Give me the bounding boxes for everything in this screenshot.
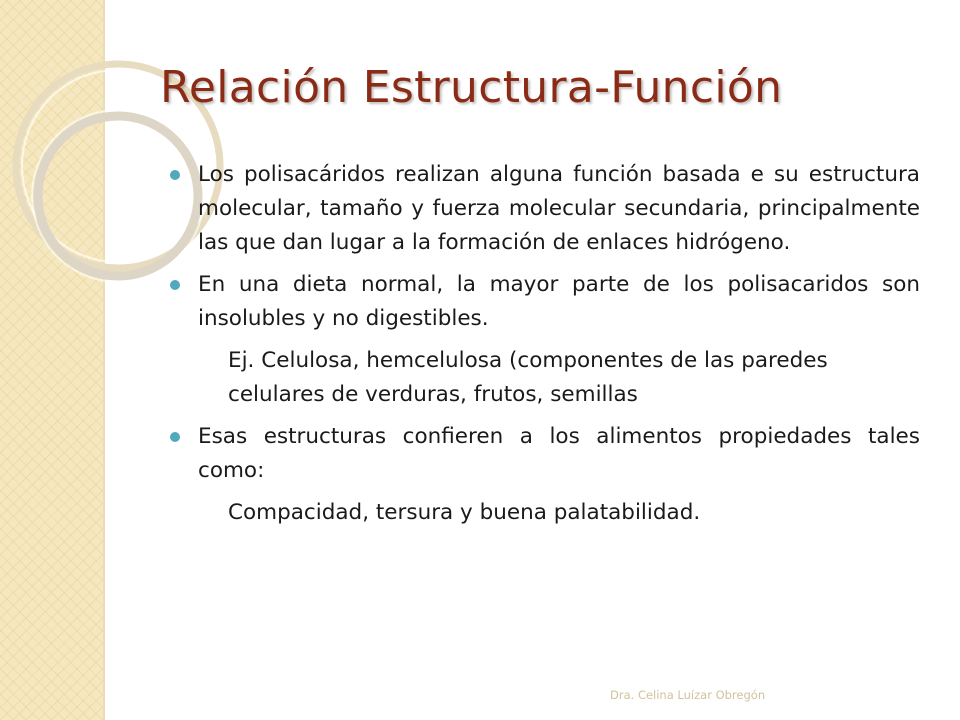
bullet-dot-icon bbox=[170, 432, 180, 442]
decorative-sidebar bbox=[0, 0, 105, 720]
bullet-text: Esas estructuras confieren a los alimentos propiedades tales como: bbox=[198, 424, 920, 483]
bullet-item bbox=[170, 268, 920, 336]
bullet-subtext: Ej. Celulosa, hemcelulosa (componentes de las paredes celulares de verduras, frutos, semillas bbox=[228, 348, 828, 407]
bullet-dot-icon bbox=[170, 170, 180, 180]
bullet-item bbox=[170, 420, 920, 488]
slide-footer: Dra. Celina Luízar Obregón bbox=[610, 688, 766, 702]
bullet-subtext: Compacidad, tersura y buena palatabilidad. bbox=[228, 500, 701, 525]
slide-title: Relación Estructura-Función bbox=[160, 62, 783, 113]
slide-content bbox=[170, 158, 920, 538]
bullet-dot-icon bbox=[170, 280, 180, 290]
bullet-item bbox=[170, 158, 920, 260]
bullet-text: Los polisacáridos realizan alguna función basada e su estructura molecular, tamaño y fuerza molecular secundaria, principalmente las que dan lugar a la formación de enlaces hidrógeno. bbox=[198, 162, 920, 255]
bullet-text: En una dieta normal, la mayor parte de los polisacaridos son insolubles y no digestibles. bbox=[198, 272, 920, 331]
